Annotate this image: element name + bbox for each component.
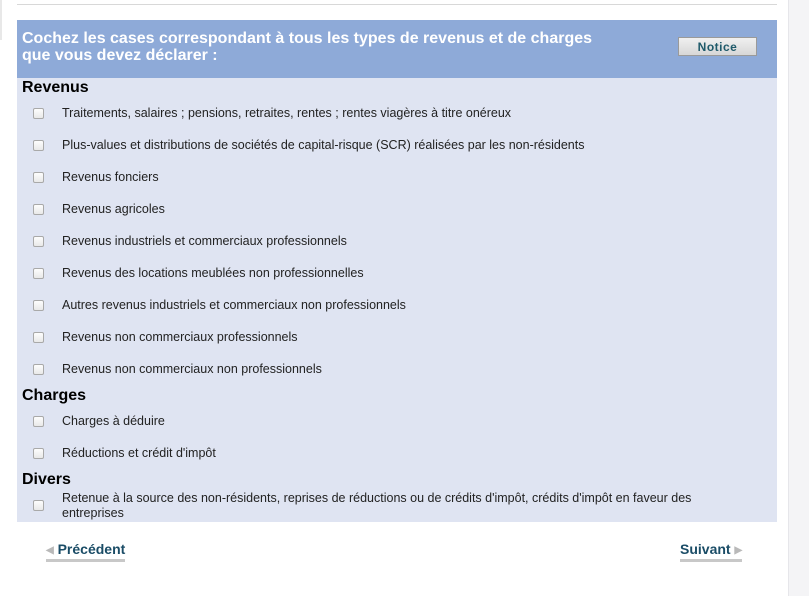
checkbox-label: Revenus fonciers xyxy=(62,170,159,184)
checkbox[interactable] xyxy=(33,108,44,119)
checkbox-label: Réductions et crédit d'impôt xyxy=(62,446,216,460)
checkbox[interactable] xyxy=(33,300,44,311)
chevron-left-icon: ◀ xyxy=(46,545,54,556)
checkbox[interactable] xyxy=(33,448,44,459)
checkbox-label: Retenue à la source des non-résidents, reprises de réductions ou de crédits d'impôt, crédits d'impôt en faveur des entreprises xyxy=(62,491,692,520)
section-title-revenus: Revenus xyxy=(22,79,89,96)
instructions-title: Cochez les cases correspondant à tous les types de revenus et de charges que vous devez déclarer : xyxy=(22,30,593,64)
section-title-charges: Charges xyxy=(22,387,87,404)
checkbox-label: Revenus agricoles xyxy=(62,202,165,216)
checkbox[interactable] xyxy=(33,332,44,343)
checkbox-label: Revenus des locations meublées non professionnelles xyxy=(62,266,364,280)
declaration-panel xyxy=(17,20,777,522)
checkbox-label: Revenus non commerciaux professionnels xyxy=(62,330,298,344)
checkbox-label: Charges à déduire xyxy=(62,414,165,428)
checkbox-label: Revenus industriels et commerciaux professionnels xyxy=(62,234,347,248)
checkbox[interactable] xyxy=(33,204,44,215)
checkbox-label: Autres revenus industriels et commerciaux non professionnels xyxy=(62,298,406,312)
next-label: Suivant xyxy=(680,541,731,557)
checkbox-label: Revenus non commerciaux non professionnels xyxy=(62,362,322,376)
checkbox[interactable] xyxy=(33,140,44,151)
top-divider xyxy=(17,0,777,5)
next-link[interactable] xyxy=(680,541,742,562)
scrollbar[interactable] xyxy=(788,0,809,596)
checkbox[interactable] xyxy=(33,172,44,183)
section-title-divers: Divers xyxy=(22,471,71,488)
checkbox[interactable] xyxy=(33,500,44,511)
checkbox-label: Plus-values et distributions de sociétés de capital-risque (SCR) réalisées par les non-résidents xyxy=(62,138,585,152)
notice-button[interactable]: Notice xyxy=(678,37,757,56)
previous-link[interactable] xyxy=(46,541,125,562)
checkbox[interactable] xyxy=(33,236,44,247)
previous-label: Précédent xyxy=(57,541,126,557)
checkbox[interactable] xyxy=(33,364,44,375)
left-edge xyxy=(0,0,2,40)
checkbox[interactable] xyxy=(33,416,44,427)
panel-header xyxy=(17,20,777,78)
chevron-right-icon: ▶ xyxy=(734,545,743,556)
checkbox[interactable] xyxy=(33,268,44,279)
checkbox-label: Traitements, salaires ; pensions, retraites, rentes ; rentes viagères à titre onéreux xyxy=(62,106,512,120)
